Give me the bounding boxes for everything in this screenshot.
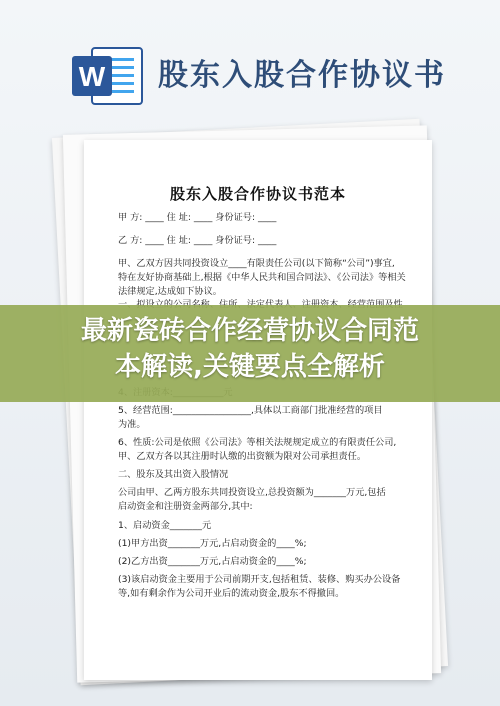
banner-title-line-2: 本解读,关键要点全解析 — [115, 352, 385, 382]
doc-line: (2)乙方出资_______万元,占启动资金的____%; — [118, 556, 307, 567]
doc-line: 二、股东及其出资入股情况 — [118, 469, 229, 480]
banner-title-line-1: 最新瓷砖合作经营协议合同范 — [80, 316, 419, 346]
doc-line: 甲、乙双方因共同投资设立____有限责任公司(以下简称“公司”)事宜, — [118, 258, 395, 269]
doc-line: 法律规定,达成如下协议。 — [118, 286, 222, 297]
doc-line: 甲、乙双方各以其注册时认缴的出资额为限对公司承担责任。 — [118, 451, 367, 462]
doc-line: (1)甲方出资_______万元,占启动资金的____%; — [118, 538, 307, 549]
header-title: 股东入股合作协议书 — [158, 58, 446, 93]
doc-line: 5、经营范围:_________________,具体以工商部门批准经营的项目 — [118, 405, 383, 416]
banner-title — [20, 313, 480, 385]
word-icon-letter: W — [78, 61, 106, 92]
doc-line: 乙 方: ____ 住 址: ____ 身份证号: ____ — [118, 235, 277, 246]
doc-line: 6、性质:公司是依照《公司法》等相关法规规定成立的有限责任公司, — [118, 437, 397, 448]
doc-line: 启动资金和注册资金两部分,其中: — [118, 501, 253, 512]
doc-line: 甲 方: ____ 住 址: ____ 身份证号: ____ — [118, 212, 277, 223]
doc-line: 为准。 — [118, 419, 146, 430]
doc-line: 等,如有剩余作为公司开业后的流动资金,股东不得撤回。 — [118, 588, 345, 599]
document-title: 股东入股合作协议书范本 — [169, 185, 346, 203]
word-icon — [70, 44, 146, 108]
doc-line: (3)该启动资金主要用于公司前期开支,包括租赁、装修、购买办公设备 — [118, 574, 401, 585]
doc-line: 公司由甲、乙两方股东共同投资设立,总投资额为_______万元,包括 — [118, 487, 386, 498]
doc-line: 1、启动资金_______元 — [118, 520, 212, 531]
doc-line: 特在友好协商基础上,根据《中华人民共和国合同法》、《公司法》等相关 — [118, 272, 406, 283]
